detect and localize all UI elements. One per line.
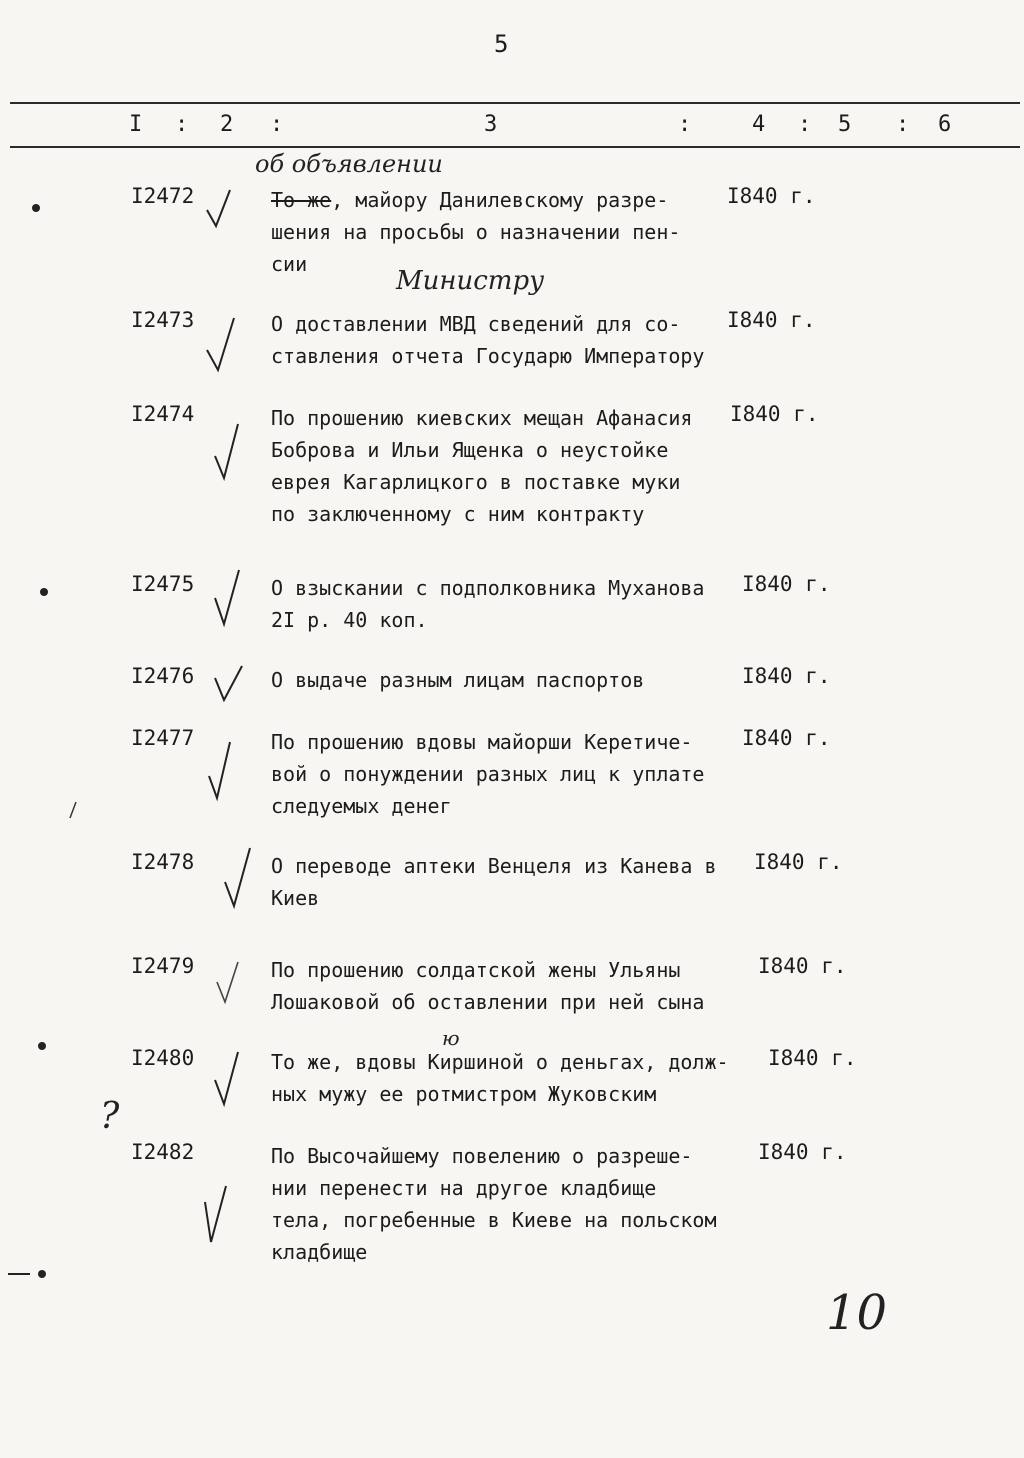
handwritten-annotation: Министру — [396, 266, 545, 296]
checkmark-icon — [212, 422, 242, 482]
entry-year: I840 г. — [754, 850, 843, 874]
checkmark-icon — [204, 188, 234, 230]
entry-year: I840 г. — [742, 572, 831, 596]
entry-number: I2473 — [131, 308, 195, 332]
entry-description: О доставлении МВД сведений для со- ставления отчета Государю Императору — [271, 312, 705, 368]
checkmark-icon — [214, 960, 242, 1006]
entry-number: I2480 — [131, 1046, 195, 1070]
entry-number: I2474 — [131, 402, 195, 426]
margin-dot-mark — [38, 1270, 46, 1278]
checkmark-icon — [212, 568, 242, 628]
struck-text: То же — [271, 188, 332, 212]
header-col-5: 5 — [838, 112, 853, 137]
entry-number: I2472 — [131, 184, 195, 208]
margin-dot-mark — [40, 588, 48, 596]
margin-tick-mark — [68, 800, 78, 820]
header-col-6: 6 — [938, 112, 953, 137]
header-col-4: 4 — [752, 112, 767, 137]
entry-year: I840 г. — [730, 402, 819, 426]
checkmark-icon — [204, 316, 238, 374]
entry-number: I2475 — [131, 572, 195, 596]
entry-number: I2479 — [131, 954, 195, 978]
entry-description: По прошению киевских мещан Афанасия Боброва и Ильи Ященка о неустойке еврея Кагарлицкого в поставке муки по заключенному с ним контракту — [271, 406, 693, 526]
entry-year: I840 г. — [742, 726, 831, 750]
header-col-2: 2 — [220, 112, 235, 137]
entry-year: I840 г. — [727, 308, 816, 332]
entry-description: То же, вдовы Киршиной о деньгах, долж- ных мужу ее ротмистром Жуковским — [271, 1050, 729, 1106]
entry-number: I2476 — [131, 664, 195, 688]
entry-number: I2477 — [131, 726, 195, 750]
page-number: 5 — [494, 30, 509, 58]
margin-question-mark: ? — [100, 1096, 120, 1137]
entry-year: I840 г. — [758, 954, 847, 978]
entry-number: I2482 — [131, 1140, 195, 1164]
header-col-3: 3 — [484, 112, 499, 137]
entry-year: I840 г. — [742, 664, 831, 688]
entry-number: I2478 — [131, 850, 195, 874]
margin-dot-mark — [38, 1042, 46, 1050]
header-separator: : — [798, 112, 812, 137]
header-col-1: I — [129, 112, 144, 137]
entry-description: О выдаче разным лицам паспортов — [271, 668, 645, 692]
header-separator: : — [270, 112, 284, 137]
entry-description: То же, майору Данилевскому разре- шения на просьбы о назначении пен- сии — [271, 188, 681, 276]
checkmark-icon — [206, 740, 236, 802]
checkmark-icon — [212, 664, 246, 704]
entry-description: О переводе аптеки Венцеля из Канева в Киев — [271, 854, 717, 910]
header-bottom-rule — [10, 146, 1020, 148]
checkmark-icon — [202, 1184, 230, 1246]
entry-description: По прошению солдатской жены Ульяны Лошаковой об оставлении при ней сына — [271, 958, 705, 1014]
handwritten-annotation: об объявлении — [255, 150, 443, 178]
header-top-rule — [10, 102, 1020, 104]
margin-dash-mark — [8, 1273, 30, 1275]
header-separator: : — [175, 112, 189, 137]
entry-year: I840 г. — [758, 1140, 847, 1164]
entry-year: I840 г. — [727, 184, 816, 208]
folio-number: 10 — [826, 1285, 888, 1341]
entry-description: О взыскании с подполковника Муханова 2I р. 40 коп. — [271, 576, 705, 632]
header-separator: : — [896, 112, 910, 137]
entry-description: По Высочайшему повелению о разреше- нии перенести на другое кладбище тела, погребенные в Киеве на польском кладбище — [271, 1144, 717, 1264]
handwritten-correction: ю — [442, 1026, 460, 1050]
checkmark-icon — [222, 846, 254, 910]
entry-description: По прошению вдовы майорши Керетиче- вой о понуждении разных лиц к уплате следуемых денег — [271, 730, 705, 818]
header-separator: : — [678, 112, 692, 137]
margin-dot-mark — [32, 204, 40, 212]
entry-year: I840 г. — [768, 1046, 857, 1070]
checkmark-icon — [212, 1050, 242, 1108]
